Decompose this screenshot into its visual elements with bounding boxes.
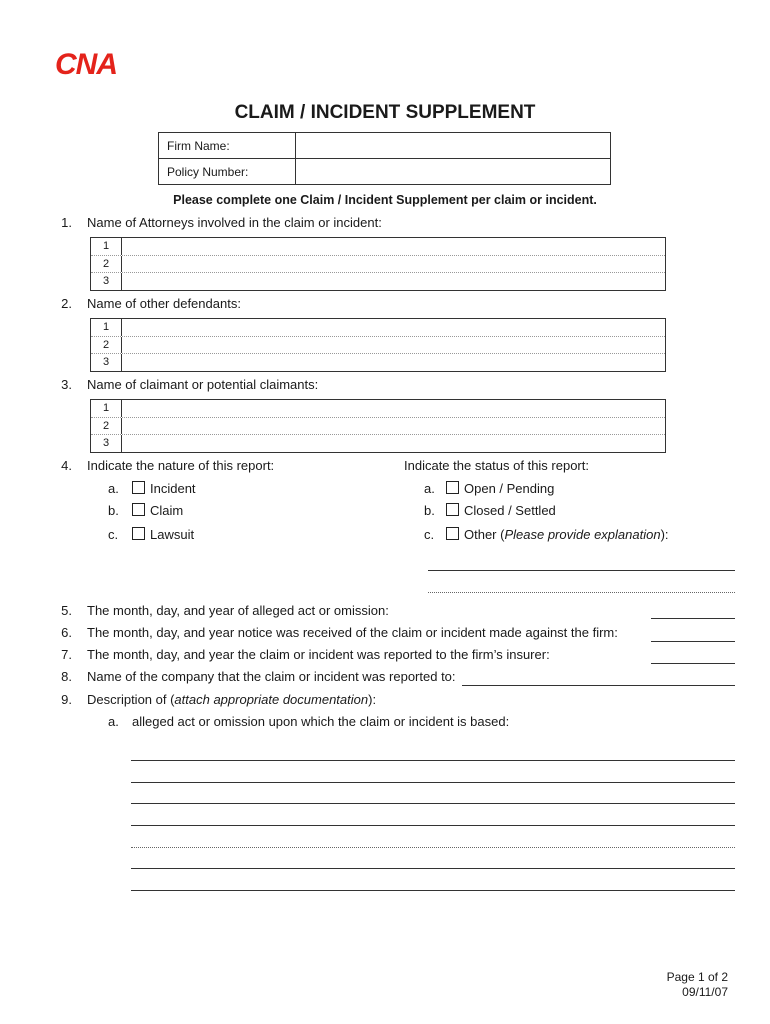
question-number: 8. bbox=[61, 669, 72, 684]
option-label-prefix: Other ( bbox=[464, 527, 505, 542]
defendants-grid bbox=[90, 318, 666, 372]
question-text: Name of the company that the claim or incident was reported to: bbox=[87, 669, 456, 684]
question-number: 2. bbox=[61, 296, 72, 311]
closed-settled-checkbox-option[interactable] bbox=[446, 503, 556, 518]
description-line-3[interactable] bbox=[131, 803, 735, 804]
question-text: The month, day, and year of alleged act or omission: bbox=[87, 603, 389, 618]
checkbox-icon[interactable] bbox=[446, 527, 459, 540]
other-explanation-line-1[interactable] bbox=[428, 570, 735, 571]
row-number: 2 bbox=[91, 418, 122, 435]
firm-info-table bbox=[158, 132, 611, 185]
question-text-suffix: ): bbox=[368, 692, 377, 707]
question-text: The month, day, and year the claim or incident was reported to the firm’s insurer: bbox=[87, 647, 550, 662]
option-label-italic: Please provide explanation bbox=[504, 527, 661, 542]
status-question-text: Indicate the status of this report: bbox=[404, 458, 589, 473]
question-number: 7. bbox=[61, 647, 72, 662]
cna-logo bbox=[55, 50, 141, 78]
description-line-5[interactable] bbox=[131, 847, 735, 848]
incident-checkbox-option[interactable] bbox=[132, 481, 196, 496]
question-number: 9. bbox=[61, 692, 72, 707]
option-letter: a. bbox=[108, 714, 119, 729]
attorney-field-2[interactable] bbox=[122, 256, 665, 273]
row-number: 1 bbox=[91, 238, 122, 255]
option-letter: a. bbox=[108, 481, 119, 496]
row-number: 3 bbox=[91, 273, 122, 290]
attorney-field-1[interactable] bbox=[122, 238, 665, 255]
checkbox-icon[interactable] bbox=[132, 527, 145, 540]
option-label: Incident bbox=[150, 481, 196, 496]
footer bbox=[667, 970, 728, 1000]
page-number: Page 1 of 2 bbox=[666, 970, 728, 984]
notice-date-line[interactable] bbox=[651, 641, 735, 642]
question-text: Name of Attorneys involved in the claim or incident: bbox=[87, 215, 382, 230]
form-title: CLAIM / INCIDENT SUPPLEMENT bbox=[234, 102, 536, 123]
option-label: Claim bbox=[150, 503, 184, 518]
question-number: 3. bbox=[61, 377, 72, 392]
policy-number-field[interactable] bbox=[296, 159, 611, 185]
checkbox-icon[interactable] bbox=[132, 503, 145, 516]
option-label: Lawsuit bbox=[150, 527, 195, 542]
question-text: The month, day, and year notice was received of the claim or incident made against the firm: bbox=[87, 625, 618, 640]
revision-date: 09/11/07 bbox=[682, 985, 728, 999]
firm-name-label: Firm Name: bbox=[159, 133, 296, 159]
sub-question-text: alleged act or omission upon which the claim or incident is based: bbox=[132, 714, 510, 729]
policy-number-label: Policy Number: bbox=[159, 159, 296, 185]
description-line-4[interactable] bbox=[131, 825, 735, 826]
checkbox-icon[interactable] bbox=[446, 503, 459, 516]
company-name-line[interactable] bbox=[462, 685, 735, 686]
question-text-prefix: Description of ( bbox=[87, 692, 175, 707]
question-number: 4. bbox=[61, 458, 72, 473]
option-letter: c. bbox=[424, 527, 435, 542]
claimant-field-1[interactable] bbox=[122, 400, 665, 417]
row-number: 3 bbox=[91, 435, 122, 452]
row-number: 1 bbox=[91, 400, 122, 417]
attorney-field-3[interactable] bbox=[122, 273, 665, 290]
description-line-1[interactable] bbox=[131, 760, 735, 761]
act-date-line[interactable] bbox=[651, 618, 735, 619]
reported-date-line[interactable] bbox=[651, 663, 735, 664]
option-letter: a. bbox=[424, 481, 435, 496]
question-number: 1. bbox=[61, 215, 72, 230]
lawsuit-checkbox-option[interactable] bbox=[132, 527, 194, 542]
row-number: 2 bbox=[91, 256, 122, 273]
attorneys-grid bbox=[90, 237, 666, 291]
row-number: 1 bbox=[91, 319, 122, 336]
option-letter: b. bbox=[108, 503, 119, 518]
description-line-2[interactable] bbox=[131, 782, 735, 783]
open-pending-checkbox-option[interactable] bbox=[446, 481, 554, 496]
checkbox-icon[interactable] bbox=[132, 481, 145, 494]
option-label: Closed / Settled bbox=[464, 503, 556, 518]
question-text bbox=[87, 692, 376, 707]
claim-checkbox-option[interactable] bbox=[132, 503, 183, 518]
other-explanation-line-2[interactable] bbox=[428, 592, 735, 593]
defendant-field-1[interactable] bbox=[122, 319, 665, 336]
checkbox-icon[interactable] bbox=[446, 481, 459, 494]
question-text: Indicate the nature of this report: bbox=[87, 458, 275, 473]
option-letter: c. bbox=[108, 527, 119, 542]
option-letter: b. bbox=[424, 503, 435, 518]
option-label: Open / Pending bbox=[464, 481, 555, 496]
cna-logo-text: CNA bbox=[55, 50, 117, 78]
question-text: Name of claimant or potential claimants: bbox=[87, 377, 319, 392]
row-number: 2 bbox=[91, 337, 122, 354]
instruction-text: Please complete one Claim / Incident Supplement per claim or incident. bbox=[173, 193, 597, 207]
claimant-field-2[interactable] bbox=[122, 418, 665, 435]
question-number: 5. bbox=[61, 603, 72, 618]
description-line-7[interactable] bbox=[131, 890, 735, 891]
option-label-suffix: ): bbox=[660, 527, 669, 542]
question-number: 6. bbox=[61, 625, 72, 640]
description-line-6[interactable] bbox=[131, 868, 735, 869]
firm-name-field[interactable] bbox=[296, 133, 611, 159]
other-checkbox-option[interactable] bbox=[446, 527, 669, 542]
claimants-grid bbox=[90, 399, 666, 453]
question-text: Name of other defendants: bbox=[87, 296, 241, 311]
claimant-field-3[interactable] bbox=[122, 435, 665, 452]
question-text-italic: attach appropriate documentation bbox=[174, 692, 369, 707]
defendant-field-2[interactable] bbox=[122, 337, 665, 354]
row-number: 3 bbox=[91, 354, 122, 371]
defendant-field-3[interactable] bbox=[122, 354, 665, 371]
